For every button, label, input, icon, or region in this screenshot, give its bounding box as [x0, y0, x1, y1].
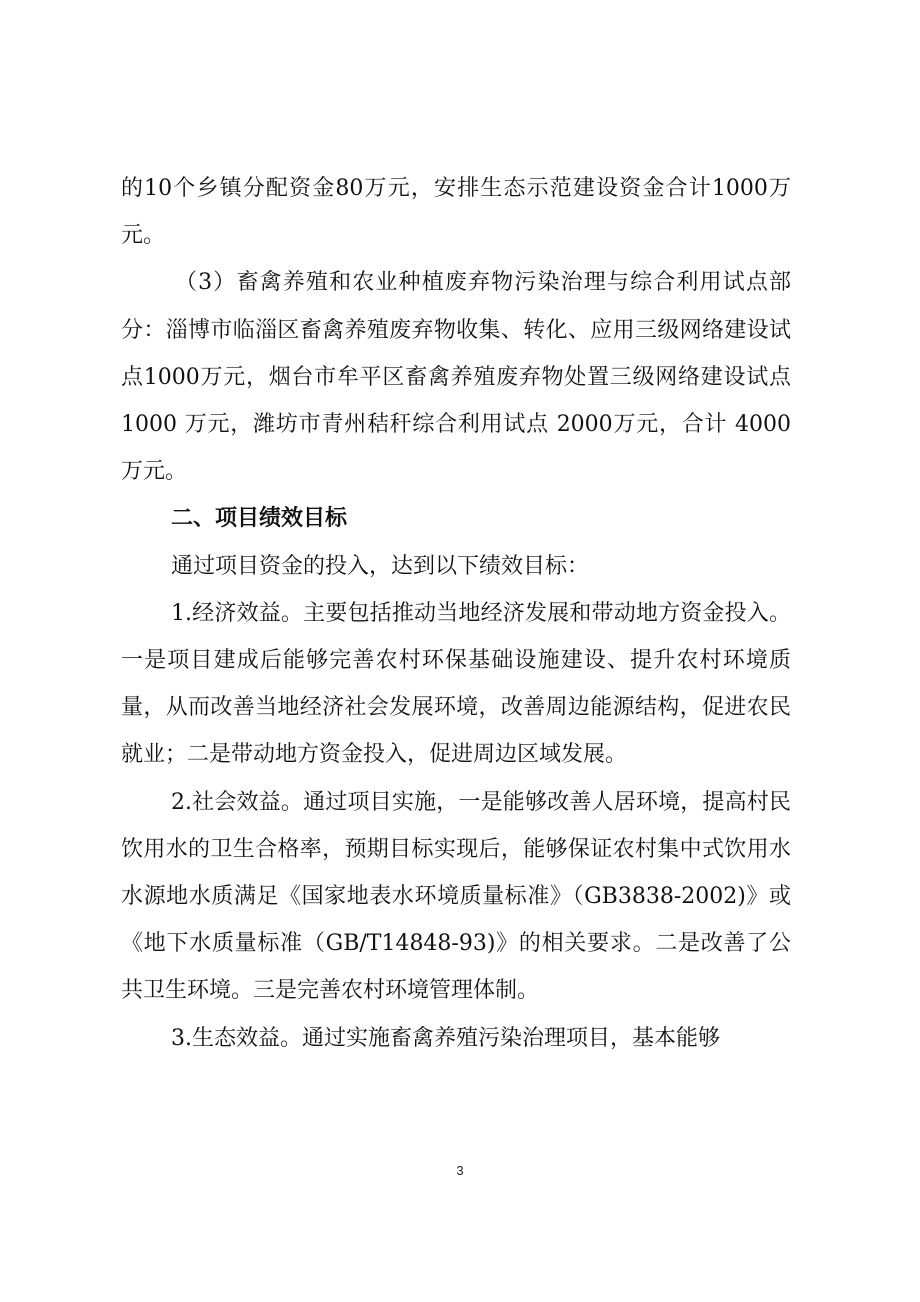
paragraph-ecological-benefit: 3.生态效益。通过实施畜禽养殖污染治理项目，基本能够: [171, 1025, 720, 1051]
paragraph-social-benefit: 2.社会效益。通过项目实施，一是能够改善人居环境，提高村民饮用水的卫生合格率，预期目标实现后，能够保证农村集中式饮用水水源地水质满足《国家地表水环境质量标准》（GB3838-2002)》或《地下水质量标准（GB/T14848-93)》的相关要求。二是改善了公共卫生环境。三是完善农村环境管理体制。: [121, 789, 791, 1004]
page-number: 3: [456, 1163, 464, 1178]
document-body: [121, 165, 791, 1062]
paragraph-economic-benefit: 1.经济效益。主要包括推动当地经济发展和带动地方资金投入。一是项目建成后能够完善农村环保基础设施建设、提升农村环境质量，从而改善当地经济社会发展环境，改善周边能源结构，促进农民就业；二是带动地方资金投入，促进周边区域发展。: [121, 600, 791, 768]
section-heading: 二、项目绩效目标: [171, 506, 348, 532]
paragraph-continuation: 的10个乡镇分配资金80万元，安排生态示范建设资金合计1000万元。: [121, 176, 791, 249]
paragraph-item-3: （3）畜禽养殖和农业种植废弃物污染治理与综合利用试点部分：淄博市临淄区畜禽养殖废弃物收集、转化、应用三级网络建设试点1000万元，烟台市牟平区畜禽养殖废弃物处置三级网络建设试点 1000 万元，潍坊市青州秸秆综合利用试点 2000万元，合计 4000 万元。: [121, 270, 791, 485]
paragraph-intro: 通过项目资金的投入，达到以下绩效目标：: [171, 553, 590, 579]
